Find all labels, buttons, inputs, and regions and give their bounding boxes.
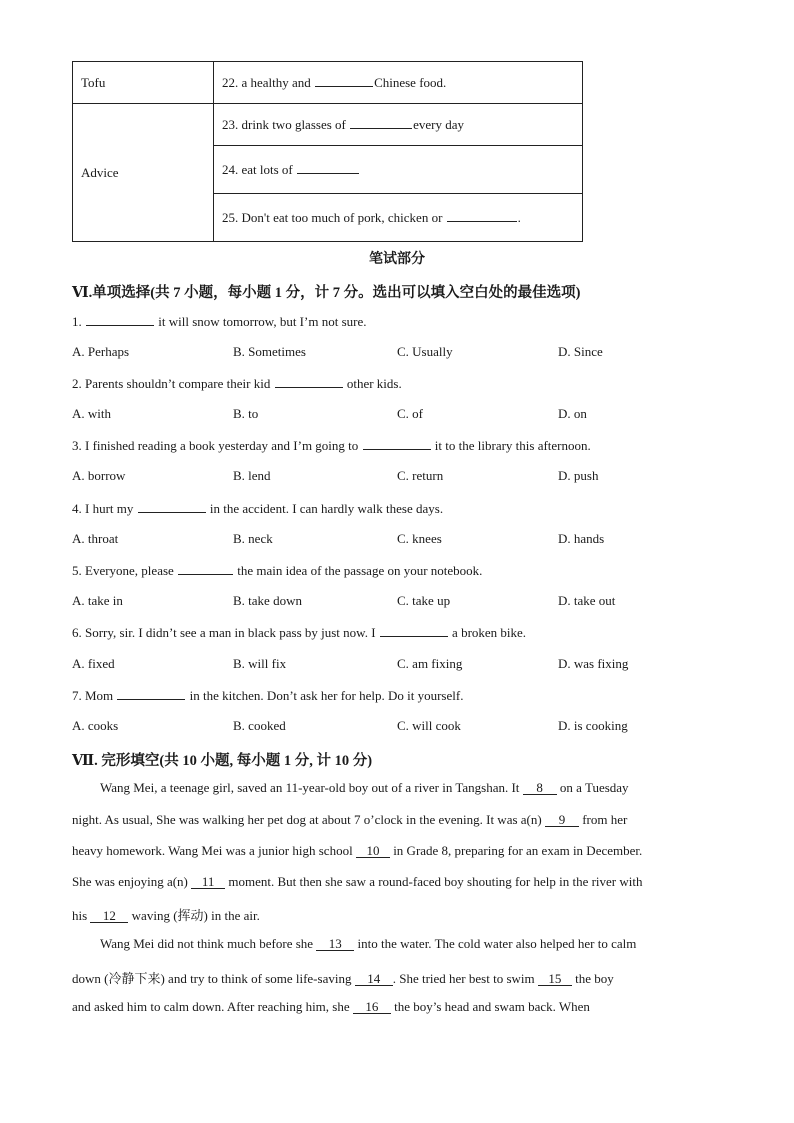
advice-cell-24: 24. eat lots of (214, 146, 583, 194)
blank-q1[interactable] (86, 313, 154, 326)
passage-line: his 12 waving (挥动) in the air. (72, 908, 260, 923)
options-5 (72, 593, 722, 611)
blank-25[interactable] (447, 209, 517, 222)
option-b[interactable]: B. Sometimes (233, 344, 306, 359)
table-row (73, 62, 583, 104)
options-6 (72, 656, 722, 674)
info-table (72, 61, 583, 242)
option-b[interactable]: B. neck (233, 531, 273, 546)
blank-22[interactable] (315, 74, 373, 87)
option-a[interactable]: A. throat (72, 531, 119, 546)
question-7: 7. Mom in the kitchen. Don’t ask her for help. Do it yourself. (72, 688, 464, 703)
option-a[interactable]: A. fixed (72, 656, 115, 671)
tofu-label: Tofu (73, 62, 214, 104)
option-a[interactable]: A. take in (72, 593, 123, 608)
blank-15[interactable]: 15 (538, 972, 572, 986)
blank-q2[interactable] (275, 375, 343, 388)
option-b[interactable]: B. will fix (233, 656, 287, 671)
option-b[interactable]: B. cooked (233, 718, 286, 733)
option-c[interactable]: C. knees (397, 531, 442, 546)
blank-16[interactable]: 16 (353, 1000, 391, 1014)
options-1 (72, 344, 722, 362)
blank-9[interactable]: 9 (545, 813, 579, 827)
option-c[interactable]: C. will cook (397, 718, 461, 733)
blank-24[interactable] (297, 161, 359, 174)
option-c[interactable]: C. return (397, 468, 444, 483)
blank-12[interactable]: 12 (90, 909, 128, 923)
advice-cell-25: 25. Don't eat too much of pork, chicken or . (214, 194, 583, 242)
question-2: 2. Parents shouldn’t compare their kid other kids. (72, 376, 402, 391)
option-c[interactable]: C. take up (397, 593, 451, 608)
option-a[interactable]: A. Perhaps (72, 344, 130, 359)
option-a[interactable]: A. cooks (72, 718, 119, 733)
blank-q7[interactable] (117, 687, 185, 700)
option-d[interactable]: D. push (558, 468, 599, 483)
option-c[interactable]: C. of (397, 406, 423, 421)
option-d[interactable]: D. is cooking (558, 718, 628, 733)
passage-line: and asked him to calm down. After reaching him, she 16 the boy’s head and swam back. When (72, 999, 590, 1014)
option-d[interactable]: D. Since (558, 344, 603, 359)
option-b[interactable]: B. lend (233, 468, 271, 483)
passage-line: down (冷静下来) and try to think of some life-saving 14 . She tried her best to swim 15 the boy (72, 971, 614, 986)
option-c[interactable]: C. am fixing (397, 656, 463, 671)
blank-10[interactable]: 10 (356, 844, 390, 858)
tofu-cell: 22. a healthy and Chinese food. (214, 62, 583, 104)
blank-23[interactable] (350, 116, 412, 129)
option-b[interactable]: B. to (233, 406, 259, 421)
question-4: 4. I hurt my in the accident. I can hardly walk these days. (72, 501, 444, 516)
written-part-title: 笔试部分 (369, 252, 425, 267)
question-6: 6. Sorry, sir. I didn’t see a man in black pass by just now. I a broken bike. (72, 625, 527, 640)
question-3: 3. I finished reading a book yesterday and I’m going to it to the library this afternoon. (72, 438, 591, 453)
blank-11[interactable]: 11 (191, 875, 225, 889)
advice-cell-23: 23. drink two glasses of every day (214, 104, 583, 146)
table-row (73, 104, 583, 146)
option-d[interactable]: D. take out (558, 593, 616, 608)
option-c[interactable]: C. Usually (397, 344, 453, 359)
options-4 (72, 531, 722, 549)
option-d[interactable]: D. hands (558, 531, 605, 546)
section6-title: Ⅵ.单项选择(共 7 小题，每小题 1 分，计 7 分。选出可以填入空白处的最佳选项) (72, 285, 581, 301)
option-d[interactable]: D. was fixing (558, 656, 629, 671)
blank-q3[interactable] (363, 437, 431, 450)
blank-q6[interactable] (380, 624, 448, 637)
options-3 (72, 468, 722, 486)
blank-q4[interactable] (138, 500, 206, 513)
question-1: 1. it will snow tomorrow, but I’m not sure. (72, 314, 367, 329)
option-a[interactable]: A. borrow (72, 468, 126, 483)
option-a[interactable]: A. with (72, 406, 111, 421)
passage-line: Wang Mei, a teenage girl, saved an 11-year-old boy out of a river in Tangshan. It 8 on a Tuesday (100, 780, 629, 795)
passage-line: Wang Mei did not think much before she 13 into the water. The cold water also helped her to calm (100, 936, 637, 951)
passage-line: night. As usual, She was walking her pet dog at about 7 o’clock in the evening. It was a(n) 9 from her (72, 812, 628, 827)
options-7 (72, 718, 722, 736)
passage-line: heavy homework. Wang Mei was a junior high school 10 in Grade 8, preparing for an exam in December. (72, 843, 643, 858)
passage-line: She was enjoying a(n) 11 moment. But then she saw a round-faced boy shouting for help in the river with (72, 874, 643, 889)
question-5: 5. Everyone, please the main idea of the passage on your notebook. (72, 563, 483, 578)
section7-title: Ⅶ. 完形填空(共 10 小题, 每小题 1 分, 计 10 分) (72, 753, 373, 769)
blank-8[interactable]: 8 (523, 781, 557, 795)
option-b[interactable]: B. take down (233, 593, 302, 608)
blank-13[interactable]: 13 (316, 937, 354, 951)
options-2 (72, 406, 722, 424)
blank-q5[interactable] (178, 562, 233, 575)
advice-label: Advice (73, 104, 214, 242)
option-d[interactable]: D. on (558, 406, 587, 421)
blank-14[interactable]: 14 (355, 972, 393, 986)
